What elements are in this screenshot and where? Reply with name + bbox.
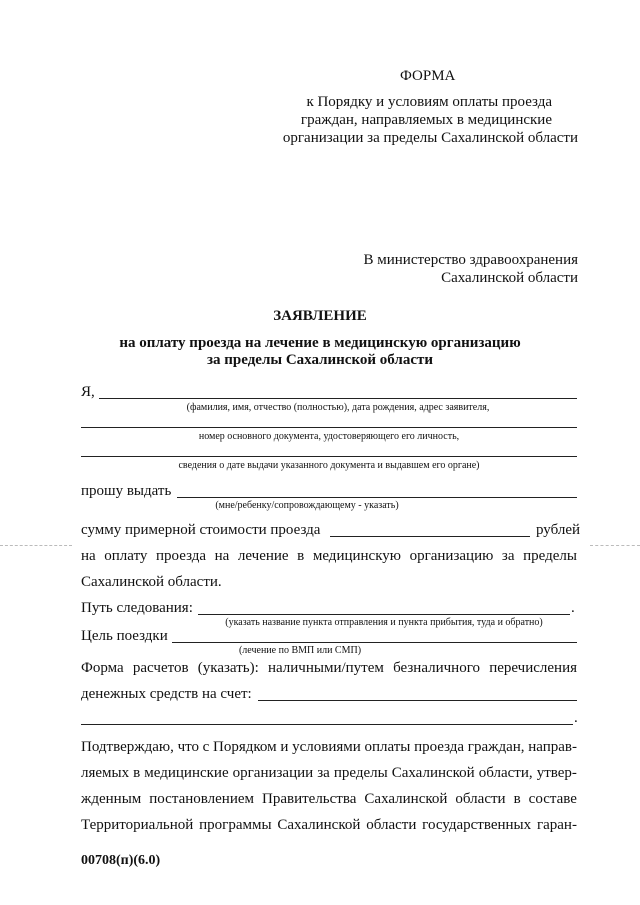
confirmation-line-2 bbox=[81, 764, 577, 782]
confirmation-word: гаран- bbox=[536, 817, 577, 833]
route-label: Путь следования: bbox=[81, 600, 193, 616]
purpose-word: пределы bbox=[523, 548, 577, 564]
confirmation-word: граждан, bbox=[467, 739, 525, 755]
hint-fio: (фамилия, имя, отчество (полностью), дата рождения, адрес заявителя, bbox=[186, 402, 490, 413]
confirmation-word: Сахалинской bbox=[391, 765, 475, 781]
route-end: . bbox=[571, 600, 575, 616]
confirmation-word: постановлением bbox=[149, 791, 254, 807]
confirmation-word: медицинские bbox=[144, 765, 229, 781]
purpose-word: медицинскую bbox=[312, 548, 401, 564]
recipient-field[interactable] bbox=[177, 497, 577, 498]
payment-word: расчетов bbox=[132, 660, 189, 676]
confirmation-word: области, bbox=[478, 765, 533, 781]
payment-word: (указать): bbox=[197, 660, 259, 676]
purpose-word: за bbox=[501, 548, 515, 564]
purpose-line-2: Сахалинской области. bbox=[81, 574, 222, 590]
applicant-name-field[interactable] bbox=[99, 398, 577, 399]
appendix-line-1: к Порядку и условиям оплаты проезда bbox=[306, 94, 552, 110]
sum-field[interactable] bbox=[330, 536, 530, 537]
purpose-word: лечение bbox=[237, 548, 289, 564]
account-field-2[interactable] bbox=[81, 724, 573, 725]
confirmation-word: за bbox=[317, 765, 330, 781]
payment-line bbox=[81, 659, 577, 677]
document-title: ЗАЯВЛЕНИЕ bbox=[273, 308, 367, 324]
payment-line-2: денежных средств на счет: bbox=[81, 686, 252, 702]
confirmation-word: пределы bbox=[333, 765, 388, 781]
confirmation-word: Подтверждаю, bbox=[81, 739, 174, 755]
applicant-label: Я, bbox=[81, 384, 95, 400]
request-label: прошу выдать bbox=[81, 483, 172, 499]
confirmation-word: программы bbox=[199, 817, 272, 833]
document-subtitle-1: на оплату проезда на лечение в медицинскую организацию bbox=[119, 335, 521, 351]
goal-label: Цель поездки bbox=[81, 628, 168, 644]
confirmation-line-4 bbox=[81, 816, 577, 834]
document-subtitle-2: за пределы Сахалинской области bbox=[206, 352, 434, 368]
confirmation-word: Территориальной bbox=[81, 817, 194, 833]
confirmation-word: оплаты bbox=[364, 739, 411, 755]
confirmation-word: организации bbox=[232, 765, 314, 781]
account-field[interactable] bbox=[258, 700, 577, 701]
purpose-word: на bbox=[214, 548, 230, 564]
hint-route: (указать название пункта отправления и пункта прибытия, туда и обратно) bbox=[225, 617, 543, 628]
margin-mark-right bbox=[590, 545, 640, 546]
appendix-line-3: организации за пределы Сахалинской области bbox=[282, 130, 578, 146]
addressee-line-2: Сахалинской области bbox=[441, 270, 578, 286]
payment-word: Форма bbox=[81, 660, 124, 676]
payment-word: перечисления bbox=[489, 660, 577, 676]
purpose-word: на bbox=[81, 548, 96, 564]
confirmation-word: жденным bbox=[81, 791, 142, 807]
confirmation-word: Сахалинской bbox=[277, 817, 361, 833]
purpose-word: оплату bbox=[104, 548, 148, 564]
confirmation-word: с bbox=[202, 739, 210, 755]
confirmation-word: утвер- bbox=[536, 765, 577, 781]
sum-unit: рублей bbox=[536, 522, 581, 538]
confirmation-word: области bbox=[366, 817, 417, 833]
confirmation-word: Правительства bbox=[262, 791, 357, 807]
confirmation-word: составе bbox=[528, 791, 577, 807]
account-end: . bbox=[574, 710, 578, 726]
purpose-word: проезда bbox=[156, 548, 207, 564]
applicant-document-field[interactable] bbox=[81, 427, 577, 428]
confirmation-word: государственных bbox=[422, 817, 532, 833]
confirmation-word: Сахалинской bbox=[364, 791, 448, 807]
route-field[interactable] bbox=[198, 614, 570, 615]
purpose-line bbox=[81, 547, 577, 565]
confirmation-word: ляемых bbox=[81, 765, 130, 781]
confirmation-word: в bbox=[133, 765, 141, 781]
confirmation-word: проезда bbox=[414, 739, 465, 755]
form-label: ФОРМА bbox=[400, 68, 456, 84]
confirmation-line-3 bbox=[81, 790, 577, 808]
payment-word: наличными/путем bbox=[267, 660, 384, 676]
purpose-word: организацию bbox=[409, 548, 494, 564]
payment-word: безналичного bbox=[393, 660, 480, 676]
confirmation-word: что bbox=[177, 739, 199, 755]
applicant-issue-field[interactable] bbox=[81, 456, 577, 457]
confirmation-word: в bbox=[513, 791, 521, 807]
hint-recipient: (мне/ребенку/сопровождающему - указать) bbox=[215, 500, 399, 511]
confirmation-line-1 bbox=[81, 738, 577, 756]
confirmation-word: и bbox=[280, 739, 289, 755]
confirmation-word: области bbox=[455, 791, 506, 807]
purpose-word: в bbox=[297, 548, 305, 564]
goal-field[interactable] bbox=[172, 642, 577, 643]
confirmation-word: условиями bbox=[292, 739, 361, 755]
confirmation-word: направ- bbox=[528, 739, 577, 755]
hint-document: номер основного документа, удостоверяющего его личность, bbox=[198, 431, 460, 442]
hint-goal: (лечение по ВМП или СМП) bbox=[238, 645, 362, 656]
form-code: 00708(п)(6.0) bbox=[81, 853, 161, 868]
margin-mark-left bbox=[0, 545, 72, 546]
confirmation-word: Порядком bbox=[213, 739, 277, 755]
sum-label: сумму примерной стоимости проезда bbox=[81, 522, 321, 538]
appendix-line-2: граждан, направляемых в медицинские bbox=[300, 112, 552, 128]
addressee-line-1: В министерство здравоохранения bbox=[363, 252, 578, 268]
hint-issue: сведения о дате выдачи указанного документа и выдавшем его органе) bbox=[178, 460, 480, 471]
